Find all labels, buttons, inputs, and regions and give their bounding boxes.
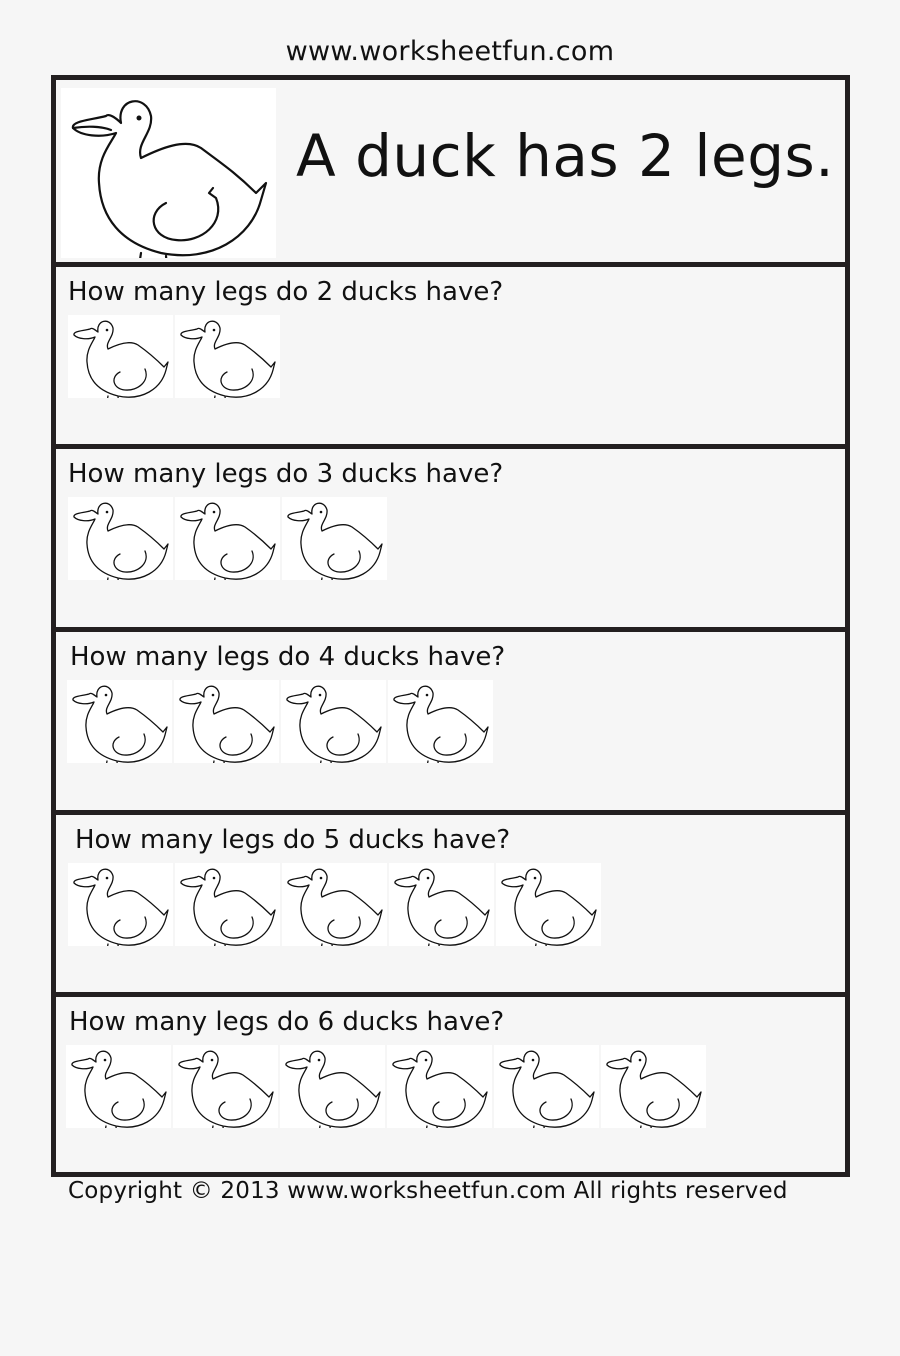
duck-icon — [173, 1045, 278, 1128]
duck-icon — [68, 863, 173, 946]
duck-drawing — [67, 680, 172, 763]
duck-group — [68, 497, 387, 580]
duck-icon — [68, 497, 173, 580]
duck-icon — [175, 863, 280, 946]
duck-drawing — [61, 88, 276, 258]
question-label: How many legs do 3 ducks have? — [68, 459, 504, 489]
question-row — [56, 815, 845, 997]
duck-icon — [280, 1045, 385, 1128]
duck-group — [68, 863, 601, 946]
question-row — [56, 632, 845, 815]
duck-drawing — [175, 315, 280, 398]
question-label: How many legs do 6 ducks have? — [69, 1007, 505, 1037]
question-row — [56, 267, 845, 449]
duck-drawing — [496, 863, 601, 946]
duck-group — [68, 315, 280, 398]
duck-drawing — [282, 497, 387, 580]
duck-drawing — [68, 315, 173, 398]
question-row — [56, 997, 845, 1172]
duck-icon — [494, 1045, 599, 1128]
copyright: Copyright © 2013 www.worksheetfun.com All rights reserved — [68, 1178, 788, 1204]
question-label: How many legs do 4 ducks have? — [70, 642, 506, 672]
duck-drawing — [388, 680, 493, 763]
site-url: www.worksheetfun.com — [285, 36, 615, 67]
duck-icon — [282, 497, 387, 580]
intro-row — [56, 80, 845, 267]
duck-group — [67, 680, 493, 763]
duck-icon — [388, 680, 493, 763]
worksheet — [51, 75, 850, 1177]
duck-drawing — [68, 497, 173, 580]
duck-drawing — [601, 1045, 706, 1128]
duck-drawing — [280, 1045, 385, 1128]
duck-drawing — [281, 680, 386, 763]
duck-drawing — [387, 1045, 492, 1128]
duck-icon — [68, 315, 173, 398]
duck-drawing — [175, 863, 280, 946]
duck-icon — [175, 497, 280, 580]
duck-icon — [175, 315, 280, 398]
duck-icon — [66, 1045, 171, 1128]
duck-drawing — [68, 863, 173, 946]
question-label: How many legs do 5 ducks have? — [75, 825, 511, 855]
intro-title: A duck has 2 legs. — [296, 122, 835, 190]
duck-icon — [174, 680, 279, 763]
duck-group — [66, 1045, 706, 1128]
duck-icon — [282, 863, 387, 946]
duck-drawing — [173, 1045, 278, 1128]
duck-drawing — [174, 680, 279, 763]
duck-drawing — [389, 863, 494, 946]
question-row — [56, 449, 845, 632]
duck-icon — [387, 1045, 492, 1128]
duck-drawing — [66, 1045, 171, 1128]
duck-icon — [61, 88, 276, 258]
question-label: How many legs do 2 ducks have? — [68, 277, 504, 307]
duck-drawing — [175, 497, 280, 580]
duck-icon — [67, 680, 172, 763]
duck-drawing — [494, 1045, 599, 1128]
duck-icon — [389, 863, 494, 946]
duck-drawing — [282, 863, 387, 946]
duck-icon — [281, 680, 386, 763]
duck-icon — [496, 863, 601, 946]
duck-icon — [601, 1045, 706, 1128]
